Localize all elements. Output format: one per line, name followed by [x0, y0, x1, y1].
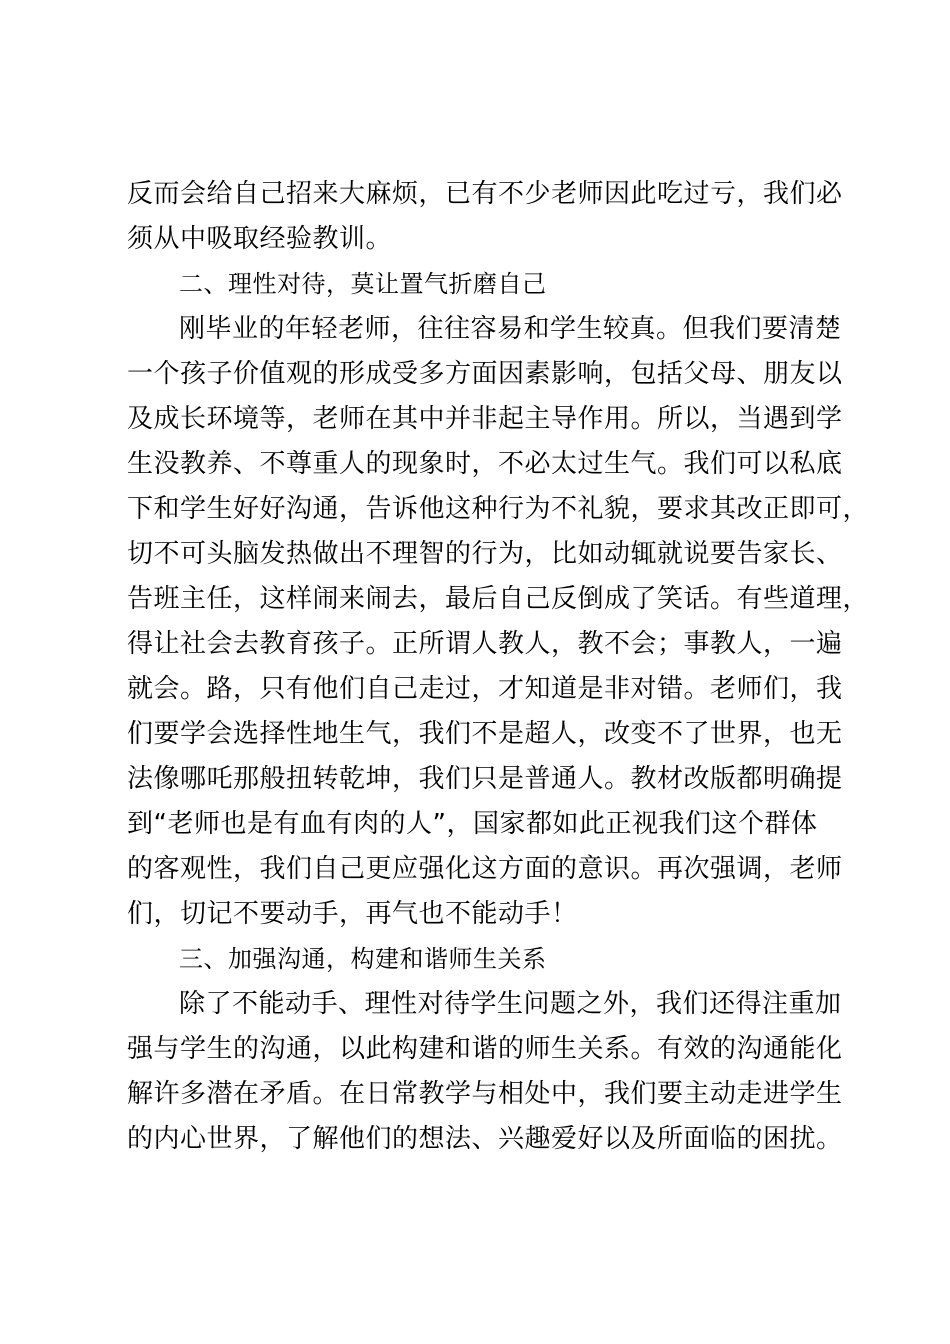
text-line: 告班主任，这样闹来闹去，最后自己反倒成了笑话。有些道理，: [127, 584, 870, 614]
section-heading-3: 三、加强沟通，构建和谐师生关系: [179, 945, 547, 973]
body-text: [127, 172, 870, 1162]
text-line: 解许多潜在矛盾。在日常教学与相处中，我们要主动走进学生: [127, 1079, 843, 1109]
text-line: 生没教养、不尊重人的现象时，不必太过生气。我们可以私底: [127, 449, 843, 479]
text-line: 切不可头脑发热做出不理智的行为，比如动辄就说要告家长、: [127, 539, 843, 569]
text-line: 得让社会去教育孩子。正所谓人教人，教不会；事教人，一遍: [127, 629, 843, 659]
text-line: 须从中吸取经验教训。: [127, 224, 393, 254]
text-line: 们要学会选择性地生气，我们不是超人，改变不了世界，也无: [127, 719, 843, 749]
text-line: 及成长环境等，老师在其中并非起主导作用。所以，当遇到学: [127, 404, 843, 434]
text-line: 的内心世界，了解他们的想法、兴趣爱好以及所面临的困扰。: [127, 1124, 843, 1154]
text-line: 反而会给自己招来大麻烦，已有不少老师因此吃过亏，我们必: [127, 179, 843, 209]
text-line: 强与学生的沟通，以此构建和谐的师生关系。有效的沟通能化: [127, 1034, 843, 1064]
text-line: 一个孩子价值观的形成受多方面因素影响，包括父母、朋友以: [127, 359, 843, 389]
text-line: 除了不能动手、理性对待学生问题之外，我们还得注重加: [179, 989, 842, 1019]
section-heading-2: 二、理性对待，莫让置气折磨自己: [179, 270, 547, 298]
text-line: 的客观性，我们自己更应强化这方面的意识。再次强调，老师: [127, 854, 843, 884]
text-line: 刚毕业的年轻老师，往往容易和学生较真。但我们要清楚: [179, 314, 842, 344]
text-line: 到“老师也是有血有肉的人”，国家都如此正视我们这个群体: [127, 809, 818, 839]
text-line: 下和学生好好沟通，告诉他这种行为不礼貌，要求其改正即可，: [127, 494, 870, 524]
text-line: 就会。路，只有他们自己走过，才知道是非对错。老师们，我: [127, 674, 843, 704]
text-line: 法像哪吒那般扭转乾坤，我们只是普通人。教材改版都明确提: [127, 764, 843, 794]
text-line: 们，切记不要动手，再气也不能动手！: [127, 899, 578, 929]
